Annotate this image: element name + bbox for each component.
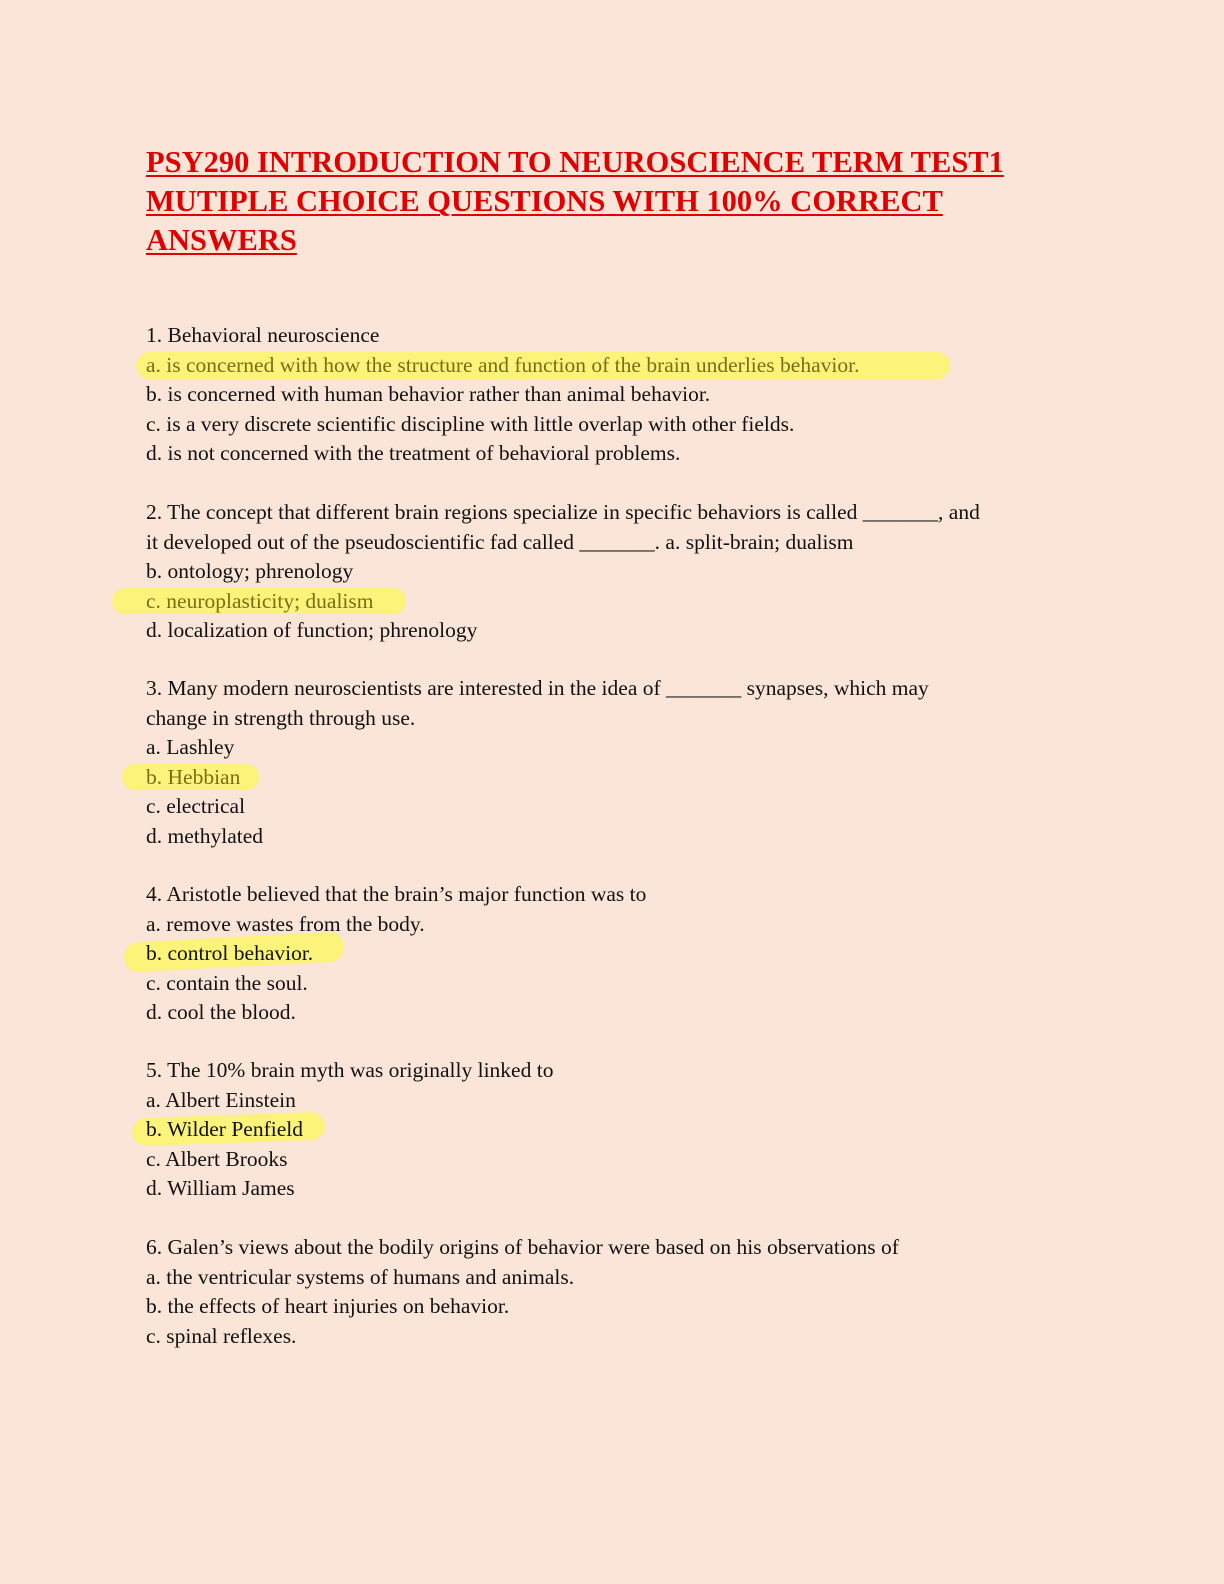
question-stem-line-2: change in strength through use. (146, 705, 416, 730)
option-c-highlighted (146, 587, 1086, 617)
question-stem: 5. The 10% brain myth was originally linked to (146, 1058, 554, 1082)
option-a-highlighted (146, 351, 1086, 381)
option-b-highlighted (146, 763, 1086, 793)
option-text: a. is concerned with how the structure and function of the brain underlies behavior. (146, 352, 860, 377)
option-b-highlighted (146, 939, 1086, 969)
question-4 (146, 880, 1086, 1028)
question-2 (146, 498, 1086, 646)
option-a: a. remove wastes from the body. (146, 911, 425, 936)
question-5 (146, 1056, 1086, 1204)
option-b: b. the effects of heart injuries on behavior. (146, 1294, 510, 1319)
option-b: b. is concerned with human behavior rather than animal behavior. (146, 382, 711, 407)
option-d: d. William James (146, 1176, 295, 1201)
option-text: b. Wilder Penfield (146, 1117, 303, 1142)
option-d: d. methylated (146, 823, 264, 848)
page-title: PSY290 INTRODUCTION TO NEUROSCIENCE TERM TEST1 MUTIPLE CHOICE QUESTIONS WITH 100% CORRECT ANSWERS (146, 145, 1004, 257)
question-stem: 1. Behavioral neuroscience (146, 323, 380, 347)
option-text: b. Hebbian (146, 764, 241, 789)
option-c: c. contain the soul. (146, 970, 308, 995)
option-c: c. electrical (146, 794, 246, 819)
option-a: a. Albert Einstein (146, 1087, 296, 1112)
option-c: c. spinal reflexes. (146, 1323, 297, 1348)
option-d: d. localization of function; phrenology (146, 618, 478, 643)
option-a: a. Lashley (146, 735, 235, 760)
option-text: b. control behavior. (146, 941, 314, 966)
option-text: c. neuroplasticity; dualism (146, 588, 374, 613)
option-d: d. is not concerned with the treatment of behavioral problems. (146, 441, 681, 466)
question-6 (146, 1233, 1086, 1351)
option-d: d. cool the blood. (146, 1000, 296, 1025)
option-b: b. ontology; phrenology (146, 559, 354, 584)
option-a: a. the ventricular systems of humans and animals. (146, 1264, 575, 1289)
question-stem: 6. Galen’s views about the bodily origins of behavior were based on his observations of (146, 1235, 899, 1259)
option-b-highlighted (146, 1115, 1086, 1145)
question-stem-line-2: it developed out of the pseudoscientific fad called _______. a. split-brain; dualism (146, 529, 854, 554)
question-1 (146, 321, 1086, 469)
option-c: c. Albert Brooks (146, 1146, 288, 1171)
question-stem-line-1: 2. The concept that different brain regions specialize in specific behaviors is called _______, and (146, 500, 980, 524)
option-c: c. is a very discrete scientific discipline with little overlap with other fields. (146, 411, 795, 436)
question-stem: 4. Aristotle believed that the brain’s major function was to (146, 882, 647, 906)
question-3 (146, 674, 1086, 852)
question-stem-line-1: 3. Many modern neuroscientists are interested in the idea of _______ synapses, which may (146, 676, 929, 700)
